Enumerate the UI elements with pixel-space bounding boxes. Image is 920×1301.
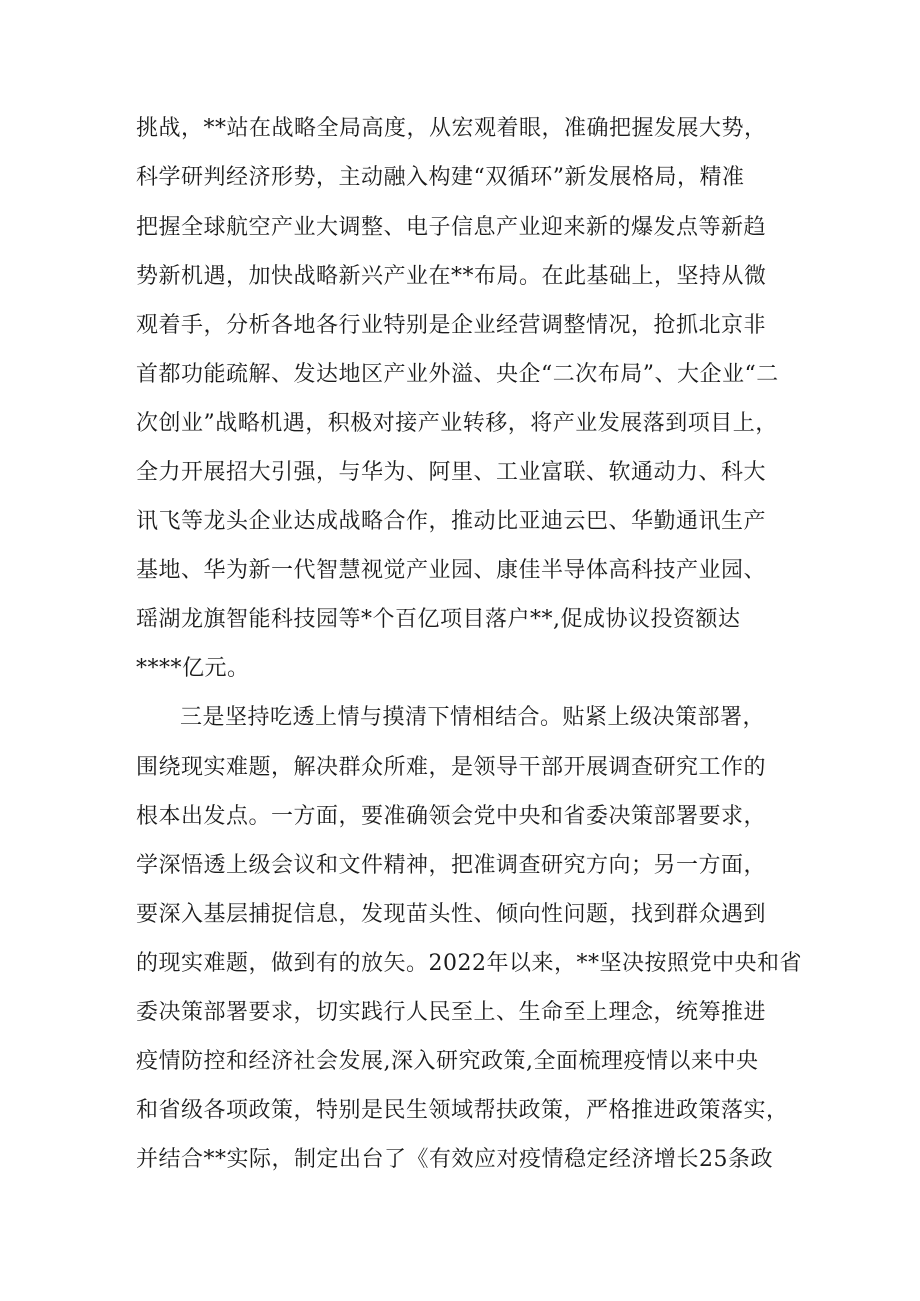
text-line: 观着手，分析各地各行业特别是企业经营调整情况，抢抓北京非 (136, 313, 767, 338)
text-line: ****亿元。 (136, 656, 250, 681)
text-line: 首都功能疏解、发达地区产业外溢、央企“二次布局”、大企业“二 (136, 362, 779, 387)
text-line: 学深悟透上级会议和文件精神，把准调查研究方向；另一方面， (136, 853, 767, 878)
text-line: 瑶湖龙旗智能科技园等*个百亿项目落户**,促成协议投资额达 (136, 607, 741, 632)
text-line: 挑战，**站在战略全局高度，从宏观着眼，准确把握发展大势， (136, 116, 767, 141)
text-line: 围绕现实难题，解决群众所难，是领导干部开展调查研究工作的 (136, 755, 767, 780)
text-line: 科学研判经济形势，主动融入构建“双循环”新发展格局，精准 (136, 165, 745, 190)
text-line: 讯飞等龙头企业达成战略合作，推动比亚迪云巴、华勤通讯生产 (136, 509, 767, 534)
text-line: 势新机遇，加快战略新兴产业在**布局。在此基础上，坚持从微 (136, 264, 767, 289)
text-line: 并结合**实际，制定出台了《有效应对疫情稳定经济增长25条政 (136, 1147, 773, 1172)
text-line: 要深入基层捕捉信息，发现苗头性、倾向性问题，找到群众遇到 (136, 902, 767, 927)
text-line: 全力开展招大引强，与华为、阿里、工业富联、软通动力、科大 (136, 460, 767, 485)
paragraph-first-line: 三是坚持吃透上情与摸清下情相结合。贴紧上级决策部署， (180, 705, 766, 730)
text-line: 委决策部署要求，切实践行人民至上、生命至上理念，统筹推进 (136, 1000, 767, 1025)
text-line: 把握全球航空产业大调整、电子信息产业迎来新的爆发点等新趋 (136, 215, 767, 240)
text-line: 次创业”战略机遇，积极对接产业转移，将产业发展落到项目上， (136, 411, 778, 436)
text-line: 根本出发点。一方面，要准确领会党中央和省委决策部署要求， (136, 804, 767, 829)
text-line: 的现实难题，做到有的放矢。2022年以来，**坚决按照党中央和省 (136, 951, 802, 976)
text-line: 和省级各项政策，特别是民生领域帮扶政策，严格推进政策落实， (136, 1098, 789, 1123)
text-line: 基地、华为新一代智慧视觉产业园、康佳半导体高科技产业园、 (136, 558, 767, 583)
text-line: 疫情防控和经济社会发展,深入研究政策,全面梳理疫情以来中央 (136, 1049, 759, 1074)
